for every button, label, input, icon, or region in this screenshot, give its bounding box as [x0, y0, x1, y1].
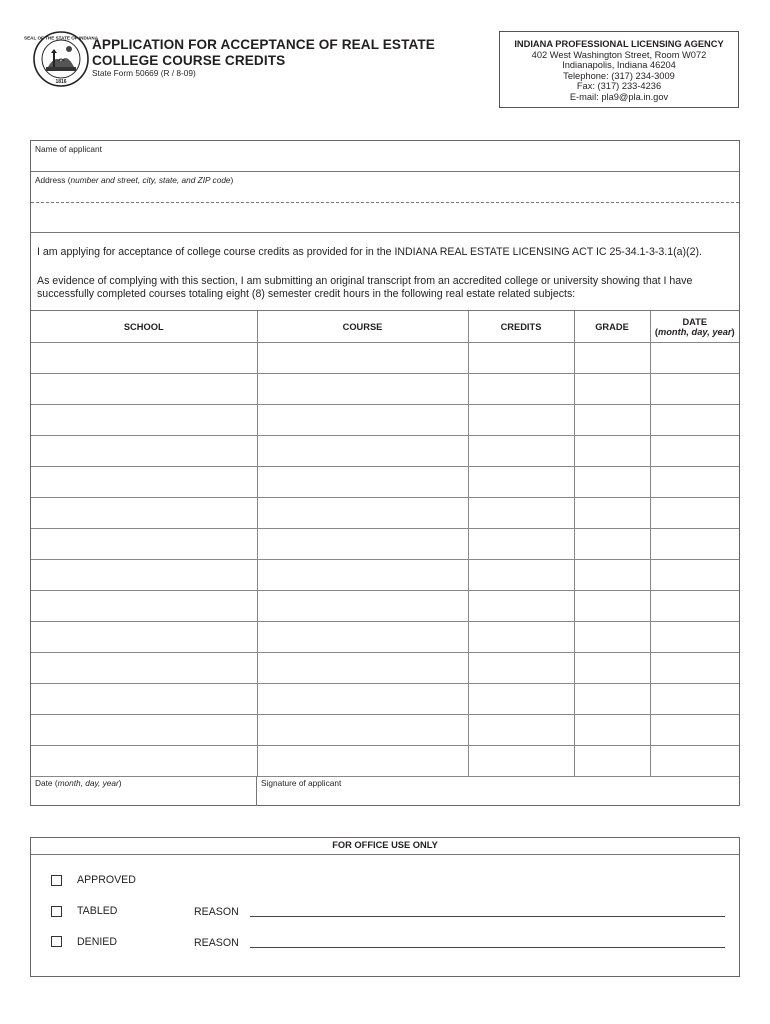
course-header: COURSE [257, 311, 468, 343]
course-cell[interactable] [257, 467, 468, 498]
grade-cell[interactable] [574, 529, 650, 560]
date-cell[interactable] [650, 715, 739, 746]
course-cell[interactable] [257, 374, 468, 405]
office-use-section [30, 837, 740, 977]
table-row [31, 653, 739, 684]
school-cell[interactable] [31, 746, 257, 777]
credits-cell[interactable] [468, 436, 574, 467]
denied-reason-field[interactable] [250, 947, 725, 948]
office-use-title: FOR OFFICE USE ONLY [332, 840, 438, 850]
date-cell[interactable] [650, 653, 739, 684]
table-row [31, 467, 739, 498]
date-cell[interactable] [650, 622, 739, 653]
date-cell[interactable] [650, 684, 739, 715]
credits-cell[interactable] [468, 622, 574, 653]
grade-cell[interactable] [574, 653, 650, 684]
table-row [31, 405, 739, 436]
credits-cell[interactable] [468, 560, 574, 591]
table-row [31, 529, 739, 560]
course-cell[interactable] [257, 591, 468, 622]
course-cell[interactable] [257, 746, 468, 777]
course-cell[interactable] [257, 343, 468, 374]
form-title [92, 37, 435, 68]
grade-cell[interactable] [574, 591, 650, 622]
credits-cell[interactable] [468, 684, 574, 715]
table-row [31, 715, 739, 746]
agency-street: 402 West Washington Street, Room W072 [531, 49, 707, 60]
denied-reason-label: REASON [194, 937, 239, 949]
course-cell[interactable] [257, 529, 468, 560]
school-cell[interactable] [31, 560, 257, 591]
grade-cell[interactable] [574, 746, 650, 777]
grade-cell[interactable] [574, 684, 650, 715]
agency-telephone: Telephone: (317) 234-3009 [563, 70, 675, 81]
school-cell[interactable] [31, 622, 257, 653]
denied-label: DENIED [77, 936, 118, 948]
courses-table [31, 311, 739, 777]
date-cell[interactable] [650, 560, 739, 591]
school-cell[interactable] [31, 715, 257, 746]
address-label: Address (number and street, city, state, and ZIP code) [35, 175, 234, 185]
credits-cell[interactable] [468, 715, 574, 746]
table-row [31, 746, 739, 777]
table-row [31, 560, 739, 591]
date-cell[interactable] [650, 746, 739, 777]
school-cell[interactable] [31, 529, 257, 560]
agency-fax: Fax: (317) 233-4236 [576, 81, 662, 92]
grade-cell[interactable] [574, 498, 650, 529]
agency-email: E-mail: pla9@pla.in.gov [569, 91, 669, 102]
course-cell[interactable] [257, 560, 468, 591]
grade-cell[interactable] [574, 560, 650, 591]
school-cell[interactable] [31, 684, 257, 715]
credits-cell[interactable] [468, 591, 574, 622]
school-cell[interactable] [31, 498, 257, 529]
tabled-checkbox[interactable] [51, 906, 62, 917]
grade-cell[interactable] [574, 343, 650, 374]
course-cell[interactable] [257, 684, 468, 715]
form-number: State Form 50669 (R / 8-09) [92, 68, 196, 78]
credits-cell[interactable] [468, 746, 574, 777]
course-cell[interactable] [257, 436, 468, 467]
date-header: DATE (month, day, year) [650, 311, 739, 343]
credits-cell[interactable] [468, 343, 574, 374]
grade-cell[interactable] [574, 405, 650, 436]
school-cell[interactable] [31, 343, 257, 374]
application-form [30, 140, 740, 806]
tabled-reason-label: REASON [194, 906, 239, 918]
date-cell[interactable] [650, 591, 739, 622]
credits-cell[interactable] [468, 405, 574, 436]
denied-checkbox[interactable] [51, 936, 62, 947]
statement-paragraph-1: I am applying for acceptance of college course credits as provided for in the INDIANA REAL ESTATE LICENSING ACT IC 25-34.1-3-3.1(a)(2). [37, 246, 702, 258]
credits-cell[interactable] [468, 467, 574, 498]
signature-label: Signature of applicant [261, 778, 342, 788]
school-cell[interactable] [31, 591, 257, 622]
course-cell[interactable] [257, 653, 468, 684]
grade-cell[interactable] [574, 374, 650, 405]
course-cell[interactable] [257, 622, 468, 653]
agency-city: Indianapolis, Indiana 46204 [562, 60, 676, 71]
date-cell[interactable] [650, 498, 739, 529]
name-label: Name of applicant [35, 144, 102, 154]
date-cell[interactable] [650, 467, 739, 498]
table-row [31, 436, 739, 467]
credits-header: CREDITS [468, 311, 574, 343]
approved-checkbox[interactable] [51, 875, 62, 886]
title-line-2: COLLEGE COURSE CREDITS [92, 52, 286, 68]
date-label: Date (month, day, year) [35, 778, 122, 788]
table-row [31, 684, 739, 715]
agency-name: INDIANA PROFESSIONAL LICENSING AGENCY [514, 39, 724, 49]
state-seal-icon [23, 31, 99, 87]
grade-cell[interactable] [574, 622, 650, 653]
approved-label: APPROVED [77, 874, 136, 886]
tabled-reason-field[interactable] [250, 916, 725, 917]
course-cell[interactable] [257, 498, 468, 529]
table-row [31, 498, 739, 529]
school-header: SCHOOL [31, 311, 257, 343]
credits-cell[interactable] [468, 529, 574, 560]
grade-cell[interactable] [574, 715, 650, 746]
date-cell[interactable] [650, 529, 739, 560]
table-row [31, 343, 739, 374]
grade-cell[interactable] [574, 467, 650, 498]
seal-year: 1816 [55, 79, 67, 85]
title-line-1: APPLICATION FOR ACCEPTANCE OF REAL ESTATE [92, 37, 435, 52]
course-cell[interactable] [257, 715, 468, 746]
credits-cell[interactable] [468, 653, 574, 684]
school-cell[interactable] [31, 653, 257, 684]
course-cell[interactable] [257, 405, 468, 436]
table-row [31, 622, 739, 653]
grade-cell[interactable] [574, 436, 650, 467]
credits-cell[interactable] [468, 374, 574, 405]
credits-cell[interactable] [468, 498, 574, 529]
agency-address-box [499, 31, 739, 108]
date-cell[interactable] [650, 436, 739, 467]
school-cell[interactable] [31, 374, 257, 405]
date-cell[interactable] [650, 343, 739, 374]
seal-text: SEAL OF THE STATE OF INDIANA [23, 35, 99, 41]
table-row [31, 374, 739, 405]
school-cell[interactable] [31, 436, 257, 467]
school-cell[interactable] [31, 405, 257, 436]
date-cell[interactable] [650, 374, 739, 405]
school-cell[interactable] [31, 467, 257, 498]
tabled-label: TABLED [77, 905, 118, 917]
statement-paragraph-2: As evidence of complying with this section, I am submitting an original transcript from an accredited college or university showing that I have successfully completed courses totaling eight (8) semester credit hours in the following real estate related subjects: [37, 275, 693, 301]
grade-header: GRADE [574, 311, 650, 343]
table-row [31, 591, 739, 622]
date-cell[interactable] [650, 405, 739, 436]
